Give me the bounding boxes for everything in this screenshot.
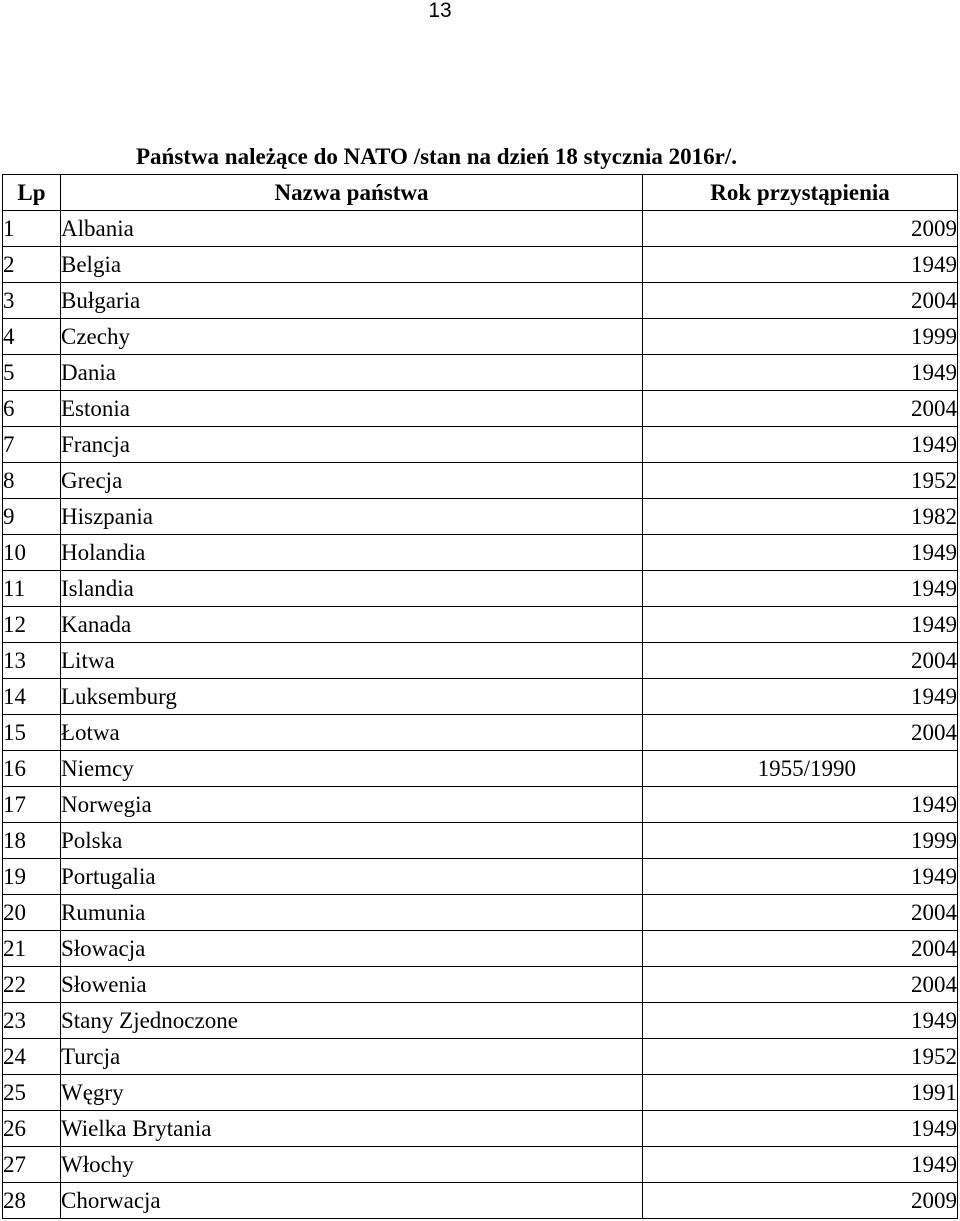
row-number-cell: 27 [3,1147,61,1183]
row-number-cell: 6 [3,391,61,427]
row-number-cell: 25 [3,1075,61,1111]
table-row [3,463,958,499]
table-row [3,751,958,787]
accession-year-cell: 1952 [643,463,958,499]
accession-year-cell: 2004 [643,895,958,931]
table-row [3,283,958,319]
table-row [3,355,958,391]
row-number-cell: 23 [3,1003,61,1039]
accession-year-cell: 2004 [643,715,958,751]
accession-year-cell: 1991 [643,1075,958,1111]
page-number: 13 [428,0,452,22]
row-number-cell: 20 [3,895,61,931]
table-row [3,823,958,859]
table-row [3,679,958,715]
row-number-cell: 22 [3,967,61,1003]
header-accession-year: Rok przystąpienia [643,175,958,211]
accession-year-cell: 2009 [643,211,958,247]
country-name-cell: Litwa [61,643,643,679]
country-name-cell: Dania [61,355,643,391]
country-name-cell: Belgia [61,247,643,283]
row-number-cell: 12 [3,607,61,643]
accession-year-cell: 2004 [643,967,958,1003]
country-name-cell: Czechy [61,319,643,355]
table-header-row [3,175,958,211]
table-row [3,643,958,679]
country-name-cell: Włochy [61,1147,643,1183]
row-number-cell: 13 [3,643,61,679]
row-number-cell: 18 [3,823,61,859]
country-name-cell: Słowenia [61,967,643,1003]
table-row [3,535,958,571]
accession-year-cell: 1999 [643,823,958,859]
accession-year-cell: 1949 [643,1003,958,1039]
accession-year-cell: 1949 [643,571,958,607]
table-row [3,1183,958,1219]
row-number-cell: 16 [3,751,61,787]
country-name-cell: Polska [61,823,643,859]
table-row [3,427,958,463]
accession-year-cell: 1955/1990 [643,751,958,787]
row-number-cell: 8 [3,463,61,499]
table-row [3,1111,958,1147]
row-number-cell: 7 [3,427,61,463]
row-number-cell: 11 [3,571,61,607]
table-row [3,895,958,931]
row-number-cell: 2 [3,247,61,283]
country-name-cell: Islandia [61,571,643,607]
accession-year-cell: 1952 [643,1039,958,1075]
accession-year-cell: 2004 [643,643,958,679]
accession-year-cell: 1949 [643,535,958,571]
table-row [3,859,958,895]
table-row [3,319,958,355]
table-row [3,1039,958,1075]
accession-year-cell: 2004 [643,283,958,319]
table-row [3,571,958,607]
country-name-cell: Bułgaria [61,283,643,319]
country-name-cell: Francja [61,427,643,463]
table-body [3,211,958,1219]
table-row [3,1075,958,1111]
header-country-name: Nazwa państwa [61,175,643,211]
country-name-cell: Estonia [61,391,643,427]
accession-year-cell: 2004 [643,391,958,427]
country-name-cell: Łotwa [61,715,643,751]
row-number-cell: 4 [3,319,61,355]
nato-members-table [2,174,958,1219]
table-row [3,715,958,751]
row-number-cell: 9 [3,499,61,535]
row-number-cell: 14 [3,679,61,715]
country-name-cell: Rumunia [61,895,643,931]
country-name-cell: Wielka Brytania [61,1111,643,1147]
country-name-cell: Luksemburg [61,679,643,715]
country-name-cell: Kanada [61,607,643,643]
accession-year-cell: 1949 [643,247,958,283]
accession-year-cell: 1949 [643,859,958,895]
table-row [3,391,958,427]
country-name-cell: Chorwacja [61,1183,643,1219]
accession-year-cell: 2009 [643,1183,958,1219]
country-name-cell: Grecja [61,463,643,499]
table-row [3,931,958,967]
table-row [3,787,958,823]
row-number-cell: 1 [3,211,61,247]
row-number-cell: 5 [3,355,61,391]
country-name-cell: Turcja [61,1039,643,1075]
accession-year-cell: 1949 [643,1147,958,1183]
country-name-cell: Holandia [61,535,643,571]
country-name-cell: Słowacja [61,931,643,967]
table-row [3,607,958,643]
country-name-cell: Węgry [61,1075,643,1111]
country-name-cell: Portugalia [61,859,643,895]
table-row [3,1147,958,1183]
country-name-cell: Niemcy [61,751,643,787]
row-number-cell: 19 [3,859,61,895]
country-name-cell: Albania [61,211,643,247]
accession-year-cell: 1949 [643,355,958,391]
accession-year-cell: 1949 [643,679,958,715]
row-number-cell: 10 [3,535,61,571]
accession-year-cell: 1999 [643,319,958,355]
row-number-cell: 24 [3,1039,61,1075]
row-number-cell: 17 [3,787,61,823]
accession-year-cell: 1949 [643,1111,958,1147]
accession-year-cell: 2004 [643,931,958,967]
row-number-cell: 26 [3,1111,61,1147]
row-number-cell: 21 [3,931,61,967]
table-row [3,247,958,283]
country-name-cell: Stany Zjednoczone [61,1003,643,1039]
accession-year-cell: 1949 [643,787,958,823]
accession-year-cell: 1949 [643,607,958,643]
accession-year-cell: 1949 [643,427,958,463]
table-row [3,211,958,247]
document-title: Państwa należące do NATO /stan na dzień 18 stycznia 2016r/. [136,144,737,169]
table-row [3,967,958,1003]
row-number-cell: 15 [3,715,61,751]
row-number-cell: 28 [3,1183,61,1219]
accession-year-cell: 1982 [643,499,958,535]
country-name-cell: Norwegia [61,787,643,823]
table-row [3,499,958,535]
row-number-cell: 3 [3,283,61,319]
table-row [3,1003,958,1039]
country-name-cell: Hiszpania [61,499,643,535]
header-lp: Lp [3,175,61,211]
